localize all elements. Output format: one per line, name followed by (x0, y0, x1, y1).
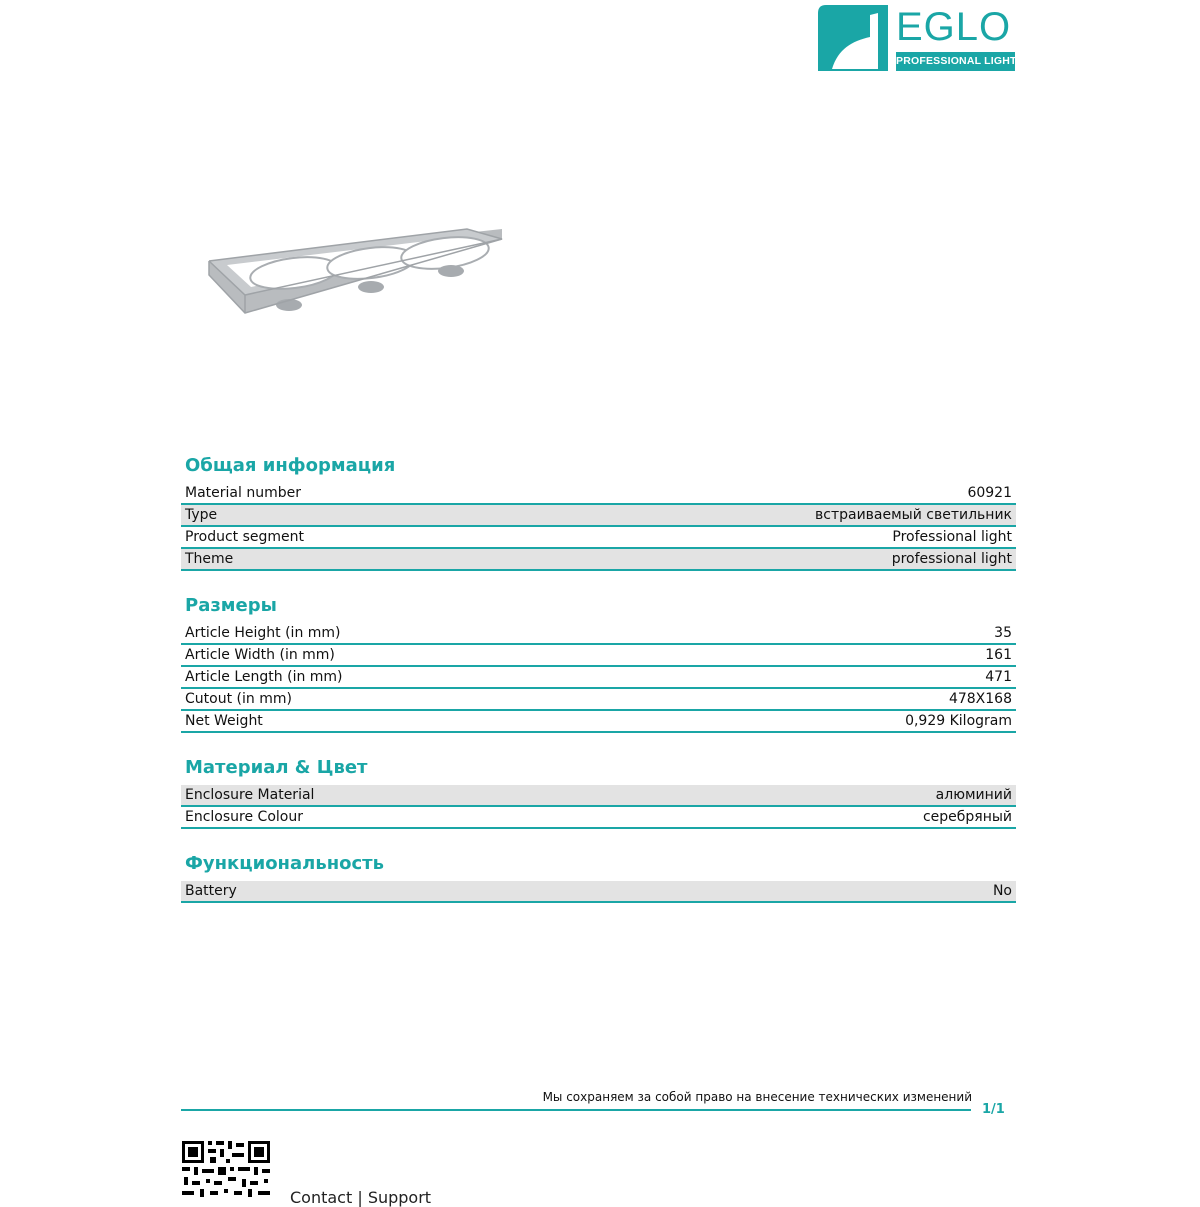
eglo-logo (818, 5, 1018, 71)
spec-label: Article Length (in mm) (185, 669, 343, 685)
spec-row (181, 623, 1016, 645)
spec-value: 35 (994, 625, 1012, 641)
spec-row (181, 689, 1016, 711)
footer-divider (181, 1109, 971, 1111)
spec-value: 60921 (967, 485, 1012, 501)
section-general (181, 449, 1016, 571)
spec-label: Type (185, 507, 218, 523)
spec-row (181, 667, 1016, 689)
spec-value: 161 (985, 647, 1012, 663)
contact-support-link[interactable]: Contact | Support (290, 1188, 432, 1207)
spec-value: алюминий (935, 787, 1012, 803)
section-functionality (181, 847, 1016, 903)
qr-code-icon (181, 1140, 271, 1200)
spec-row (181, 549, 1016, 571)
section-title-functionality: Функциональность (185, 853, 384, 874)
spec-row (181, 807, 1016, 829)
spec-value: 478X168 (948, 691, 1012, 707)
footer-disclaimer: Мы сохраняем за собой право на внесение технических изменений (542, 1090, 972, 1104)
spec-row (181, 527, 1016, 549)
spec-label: Theme (185, 551, 234, 567)
product-image (205, 225, 510, 325)
eglo-logo-mark-icon (818, 5, 888, 71)
spec-label: Battery (185, 883, 237, 899)
brand-name: EGLO (896, 5, 1012, 49)
spec-row (181, 711, 1016, 733)
spec-value: professional light (891, 551, 1012, 567)
section-material (181, 751, 1016, 829)
spec-label: Net Weight (185, 713, 263, 729)
spec-label: Article Height (in mm) (185, 625, 341, 641)
section-title-dimensions: Размеры (185, 595, 277, 616)
spec-row (181, 785, 1016, 807)
spec-value: 471 (985, 669, 1012, 685)
section-dimensions (181, 589, 1016, 733)
spec-value: 0,929 Kilogram (905, 713, 1012, 729)
spec-label: Enclosure Colour (185, 809, 303, 825)
spec-label: Product segment (185, 529, 305, 545)
spec-value: встраиваемый светильник (815, 507, 1012, 523)
section-title-general: Общая информация (185, 455, 396, 476)
spec-row (181, 645, 1016, 667)
spec-label: Material number (185, 485, 301, 501)
brand-tagline: PROFESSIONAL LIGHT (896, 52, 1015, 71)
spec-row (181, 881, 1016, 903)
spec-label: Enclosure Material (185, 787, 315, 803)
spec-value: No (992, 883, 1012, 899)
spec-label: Cutout (in mm) (185, 691, 292, 707)
spec-content (181, 449, 1016, 921)
spec-label: Article Width (in mm) (185, 647, 335, 663)
spec-value: серебряный (922, 809, 1012, 825)
page-number: 1/1 (982, 1102, 1005, 1117)
spec-value: Professional light (892, 529, 1012, 545)
spec-row (181, 505, 1016, 527)
section-title-material: Материал & Цвет (185, 757, 368, 778)
spec-row (181, 483, 1016, 505)
